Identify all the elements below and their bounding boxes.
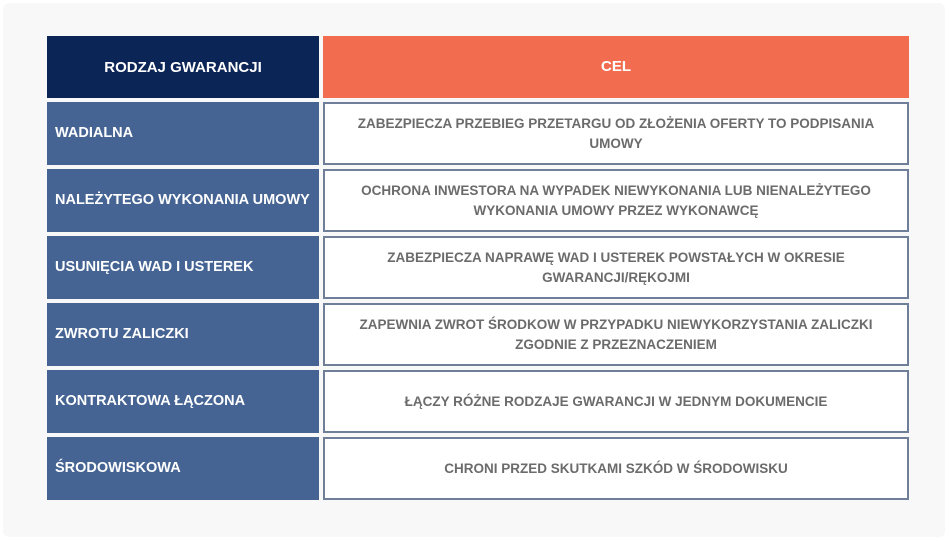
row-type-cell: ŚRODOWISKOWA	[47, 437, 319, 500]
table-row	[47, 370, 909, 433]
row-purpose-cell: ŁĄCZY RÓŻNE RODZAJE GWARANCJI W JEDNYM DOKUMENCIE	[323, 370, 909, 433]
row-type-cell: KONTRAKTOWA ŁĄCZONA	[47, 370, 319, 433]
table-row	[47, 303, 909, 366]
table-header-row	[47, 36, 909, 98]
row-type-cell: NALEŻYTEGO WYKONANIA UMOWY	[47, 169, 319, 232]
row-type-cell: ZWROTU ZALICZKI	[47, 303, 319, 366]
row-purpose-cell: ZABEZPIECZA NAPRAWĘ WAD I USTEREK POWSTAŁYCH W OKRESIE GWARANCJI/RĘKOJMI	[323, 236, 909, 299]
row-purpose-cell: OCHRONA INWESTORA NA WYPADEK NIEWYKONANIA LUB NIENALEŻYTEGO WYKONANIA UMOWY PRZEZ WYKONAWCĘ	[323, 169, 909, 232]
row-purpose-cell: CHRONI PRZED SKUTKAMI SZKÓD W ŚRODOWISKU	[323, 437, 909, 500]
row-purpose-cell: ZABEZPIECZA PRZEBIEG PRZETARGU OD ZŁOŻENIA OFERTY TO PODPISANIA UMOWY	[323, 102, 909, 165]
table-row	[47, 169, 909, 232]
row-purpose-cell: ZAPEWNIA ZWROT ŚRODKOW W PRZYPADKU NIEWYKORZYSTANIA ZALICZKI ZGODNIE Z PRZEZNACZENIEM	[323, 303, 909, 366]
row-type-cell: USUNIĘCIA WAD I USTEREK	[47, 236, 319, 299]
header-type: RODZAJ GWARANCJI	[47, 36, 319, 98]
header-purpose: CEL	[323, 36, 909, 98]
table-row	[47, 437, 909, 500]
guarantee-table	[47, 36, 909, 504]
table-row	[47, 236, 909, 299]
table-row	[47, 102, 909, 165]
row-type-cell: WADIALNA	[47, 102, 319, 165]
page-background	[3, 3, 945, 537]
